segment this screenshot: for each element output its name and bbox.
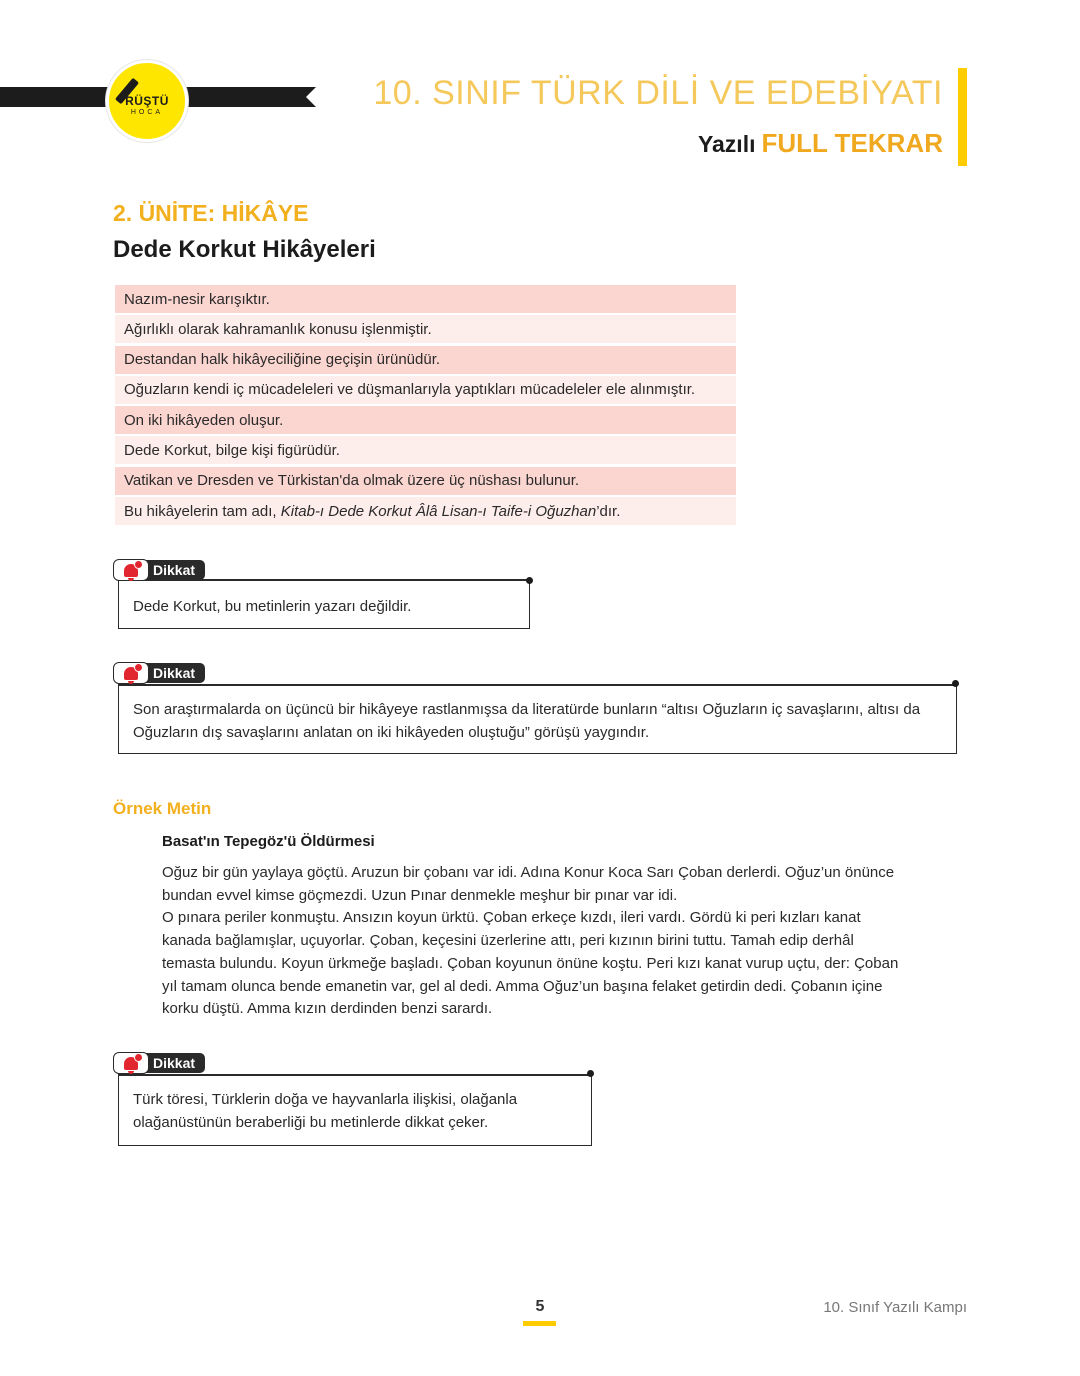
- note-tag: [113, 1052, 205, 1074]
- logo-text-top: RÜŞTÜ: [125, 94, 169, 108]
- example-paragraph: Oğuz bir gün yaylaya göçtü. Aruzun bir çobanı var idi. Adına Konur Koca Sarı Çoban derlerdi. Oğuz’un önünce bundan evvel kimse göçmezdi. Uzun Pınar denmekle meşhur bir pınar var idi.: [162, 864, 895, 904]
- subtitle-part-b: FULL TEKRAR: [761, 128, 943, 158]
- book-title: 10. SINIF TÜRK DİLİ VE EDEBİYATI: [373, 74, 943, 112]
- note-tag-label: Dikkat: [145, 560, 205, 580]
- info-row: Nazım-nesir karışıktır.: [115, 285, 736, 313]
- page-number-bar: [523, 1321, 556, 1326]
- bell-icon: [124, 667, 138, 680]
- note-text: Türk töresi, Türklerin doğa ve hayvanlarla ilişkisi, olağanla olağanüstünün beraberliği bu metinlerde dikkat çeker.: [133, 1091, 518, 1131]
- bell-icon: [124, 564, 138, 577]
- logo: [106, 60, 188, 142]
- bell-icon-box: [113, 559, 149, 581]
- note-corner-dot: [587, 1070, 594, 1077]
- bell-icon-box: [113, 1052, 149, 1074]
- example-label: Örnek Metin: [113, 799, 212, 818]
- footer-text: 10. Sınıf Yazılı Kampı: [823, 1299, 967, 1316]
- section-title: Dede Korkut Hikâyeleri: [113, 236, 376, 263]
- note-corner-dot: [526, 577, 533, 584]
- header-bar-notch: [306, 87, 316, 107]
- logo-text-bottom: HOCA: [130, 109, 164, 116]
- info-row: Destandan halk hikâyeciliğine geçişin ürünüdür.: [115, 346, 736, 374]
- info-row-prefix: Bu hikâyelerin tam adı,: [124, 502, 277, 520]
- info-row: Oğuzların kendi iç mücadeleleri ve düşmanlarıyla yaptıkları mücadeleler ele alınmıştır.: [115, 376, 736, 404]
- book-full-name: Kitab-ı Dede Korkut Âlâ Lisan-ı Taife-i Oğuzhan: [280, 502, 597, 520]
- info-row: Dede Korkut, bilge kişi figürüdür.: [115, 436, 736, 464]
- title-accent-rule: [958, 68, 967, 166]
- note-tag: [113, 559, 205, 581]
- info-row-suffix: ’dır.: [596, 502, 621, 520]
- note-tag-label: Dikkat: [145, 663, 205, 683]
- info-row: Vatikan ve Dresden ve Türkistan'da olmak üzere üç nüshası bulunur.: [115, 467, 736, 495]
- note-tag-label: Dikkat: [145, 1053, 205, 1073]
- example-body: [162, 862, 902, 1021]
- note-corner-dot: [952, 680, 959, 687]
- info-row: On iki hikâyeden oluşur.: [115, 406, 736, 434]
- example-title: Basat'ın Tepegöz'ü Öldürmesi: [162, 833, 375, 850]
- info-row: [115, 497, 736, 525]
- example-paragraph: O pınara periler konmuştu. Ansızın koyun ürktü. Çoban erkeçe kızdı, ileri vardı. Gördü ki peri kızları kanat kanada bağlamışlar, uçuyorlar. Çoban, keçesini üzerlerine attı, peri kızının birini tuttu. Tamah edip derhâl temasta bulundu. Koyun ürkmeğe başladı. Çoban koyunun önüne koştu. Peri kızı kanat vurup uçtu, der: Çoban yıl tamam olunca bende emanetin var, gel al dedi. Amma Oğuz’un başına felaket getirdin dedi. Çobanın içine korku düştü. Amma kızın derdinden benzi sarardı.: [162, 909, 899, 1018]
- note-tag: [113, 662, 205, 684]
- subtitle-part-a: Yazılı: [697, 131, 756, 157]
- note-text: Son araştırmalarda on üçüncü bir hikâyeye rastlanmışsa da literatürde bunların “altısı Oğuzların iç savaşlarını, altısı da Oğuzların dış savaşlarını anlatan on iki hikâyeden oluştuğu” görüşü yaygındır.: [133, 701, 921, 741]
- note-text: Dede Korkut, bu metinlerin yazarı değildir.: [133, 598, 412, 615]
- unit-title: 2. ÜNİTE: HİKÂYE: [113, 200, 309, 226]
- bell-icon-box: [113, 662, 149, 684]
- book-subtitle: [698, 128, 943, 159]
- page-number: 5: [535, 1298, 545, 1315]
- bell-icon: [124, 1057, 138, 1070]
- info-row: Ağırlıklı olarak kahramanlık konusu işlenmiştir.: [115, 315, 736, 343]
- info-table: [115, 285, 736, 527]
